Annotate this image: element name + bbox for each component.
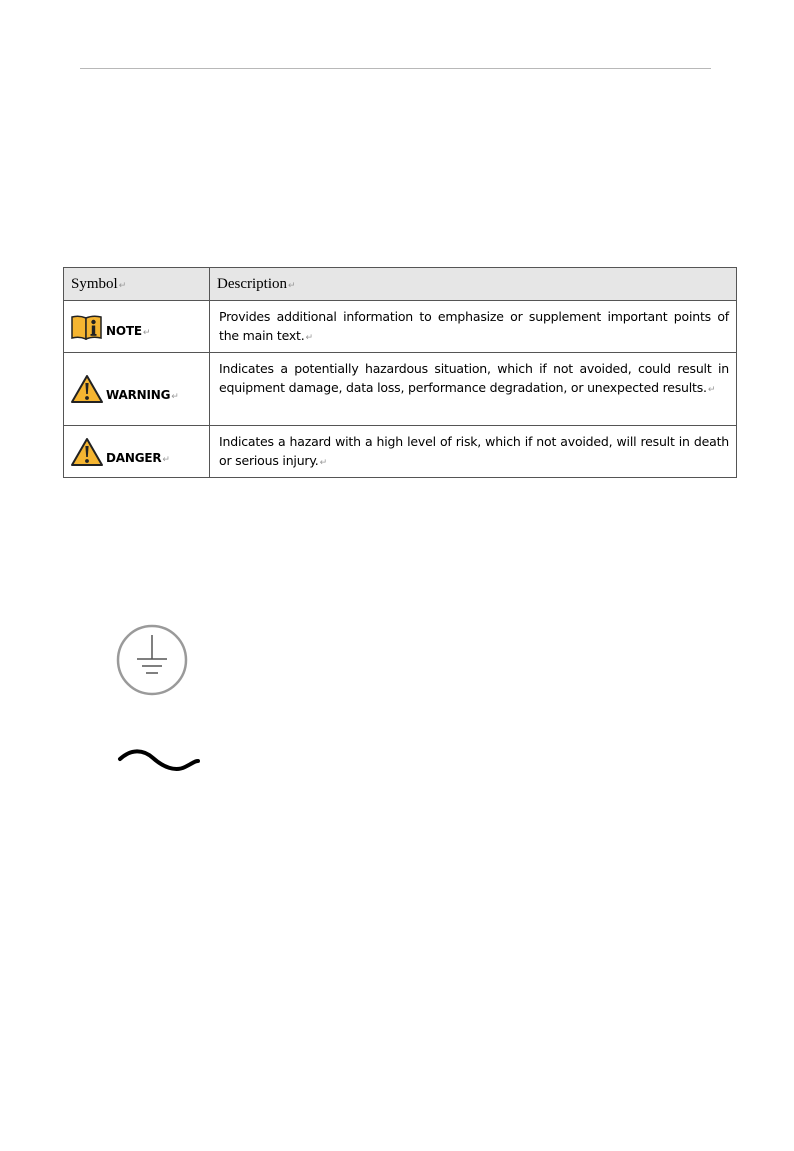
danger-triangle-icon xyxy=(70,437,104,467)
danger-label: DANGER↵ xyxy=(106,450,170,465)
header-rule xyxy=(80,68,711,69)
table-header-row xyxy=(64,268,737,301)
warning-triangle-icon xyxy=(70,374,104,404)
symbol-cell-warning xyxy=(64,353,210,426)
description-cell: Indicates a hazard with a high level of risk, which if not avoided, will result in death or serious injury.↵ xyxy=(210,426,737,478)
symbol-cell-danger xyxy=(64,426,210,478)
table-row xyxy=(64,301,737,353)
symbol-cell-note xyxy=(64,301,210,353)
protective-ground-icon xyxy=(115,622,189,698)
table-row xyxy=(64,426,737,478)
symbol-conventions-table xyxy=(63,267,737,478)
header-description: Description↵ xyxy=(210,268,737,301)
table-row xyxy=(64,353,737,426)
description-cell: Provides additional information to emphasize or supplement important points of the main text.↵ xyxy=(210,301,737,353)
header-symbol: Symbol↵ xyxy=(64,268,210,301)
warning-label: WARNING↵ xyxy=(106,388,179,402)
note-info-icon xyxy=(70,314,104,340)
note-label: NOTE↵ xyxy=(106,323,151,338)
description-cell: Indicates a potentially hazardous situation, which if not avoided, could result in equipment damage, data loss, performance degradation, or unexpected results.↵ xyxy=(210,353,737,426)
alternating-current-icon xyxy=(117,745,201,777)
